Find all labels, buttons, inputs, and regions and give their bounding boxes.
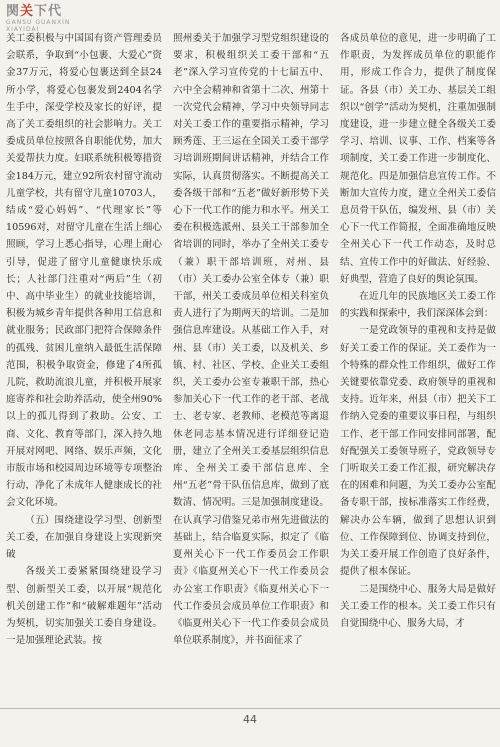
article-body [6,30,496,698]
section-heading: （五）围绕建设学习型、创新型关工委，在加强自身建设上实现新突破 [6,514,162,561]
paragraph: 二是围绕中心、服务大局是做好关工委工作的根本。关工委工作只有自觉围绕中心、服务大局，才 [340,583,496,629]
paragraph: 各级关工委紧紧围绕建设学习型、创新型关工委，以开展“规范化机关创建工作”和“破解难题年”活动为契机，切实加强关工委自身建设。一是加强理论武装。按 [6,566,162,647]
page-number: 44 [243,713,257,726]
text-column-middle [173,30,329,698]
paragraph: 在近几年的民族地区关工委工作的实践和探索中，我们深深体会到： [340,291,496,320]
footer-divider [0,708,500,709]
magazine-logo-subtitle-2: XIAYIDAI [6,26,40,33]
magazine-logo-subtitle: GANSU GUANXIN [6,19,71,26]
paragraph: 一是党政领导的重视和支持是做好关工委工作的保证。关工委作为一个特殊的群众性工作组织，做好工作关键要依靠党委、政府领导的重视和支持。近年来，州县（市）把关下工作纳入党委的重要议事日程，与组织工作、老干部工作同安排同部署，配好配强关工委领导班子，党政领导专门听取关工委工作汇报，研究解决存在的困难和问题，为关工委办公室配备专职干部，按标准落实工作经费，解决办公车辆，做到了思想认识到位、工作保障到位、协调支持到位，为关工委开展工作创造了良好条件，提供了根本保证。 [340,325,496,578]
text-column-right [340,30,496,698]
magazine-logo: 関关下代 [6,4,63,19]
text-column-left [6,30,162,698]
paragraph: 照州委关于加强学习型党组织建设的要求，积极组织关工委干部和“五老”深入学习宣传党的十七届五中、六中全会精神和省第十二次、州第十一次党代会精神，学习中央领导同志对关工委工作的重要指示精神，学习顾秀莲、王三运在全国关工委干部学习培训班期间讲话精神，并结合工作实际，认真贯彻落实。不断提高关工委各级干部和“五老”做好新形势下关心下一代工作的能力和水平。州关工委在积极选派州、县关工干部参加全省培训的同时，举办了全州关工委专（兼）职干部培训班，对州、县（市）关工委办公室全体专（兼）职干部，州关工委成员单位相关科室负责人进行了为期两天的培训。二是加强信息库建设。从基础工作入手，对州、县（市）关工委，以及机关、乡镇、村、社区、学校、企业关工委组织，关工委办公室专兼职干部，热心参加关心下一代工作的老干部、老战士、老专家、老教师、老模范等离退休老同志基本情况进行详细登记造册，建立了全州关工委基层组织信息库、全州关工委干部信息库、全州“五老”骨干队伍信息库，做到了底数清、情况明。三是加强制度建设。在认真学习借鉴兄弟市州先进做法的基础上，结合临夏实际，拟定了《临夏州关心下一代工作委员会工作职责》《临夏州关心下一代工作委员会办公室工作职责》《临夏州关心下一代工作委员会成员单位工作职责》和《临夏州关心下一代工作委员会成员单位联系制度》，并书面征求了 [173,33,329,647]
page-footer [0,700,500,747]
paragraph: 各成员单位的意见，进一步明确了工作职责，为发挥成员单位的职能作用，形成工作合力，提供了制度保证。各县（市）关工办、基层关工组织以“创学”活动为契机，注重加强制度建设，进一步建立健全各级关工委学习、培训、议事、工作、档案等各项制度，关工委工作进一步制度化、规范化。四是加强信息宣传工作。不断加大宣传力度，建立全州关工委信息员骨干队伍，编发州、县（市）关心下一代工作简报，全面准确地反映全州关心下一代工作动态，及时总结、宣传工作中的好做法、好经验、好典型，营造了良好的舆论氛围。 [340,33,496,285]
paragraph: 关工委积极与中国国有资产管理委员会联系，争取到“小包裹、大爱心”资金37万元，将爱心包裹送到全县24所小学，将爱心包裹发到2404名学生手中，深受学校及家长的好评，提高了关工委组织的社会影响力。关工委成员单位按照各自职能优势，加大关爱帮扶力度。妇联系统积极筹措资金184万元，建立92所农村留守流动儿童学校，共有留守儿童10703人，结成“爱心妈妈”、“代理家长”等10596对，对留守儿童在生活上细心照顾，学习上悉心指导，心理上耐心引导，促进了留守儿童健康快乐成长；人社部门注重对“两后”生（初中、高中毕业生）的就业技能培训，积极为城乡青年提供各种用工信息和就业服务；民政部门把符合保障条件的孤残、贫困儿童纳入最低生活保障范围，积极争取资金，修建了4所孤儿院，救助流浪儿童，并积极开展家庭寄养和社会助养活动，使全州90%以上的孤儿得到了救助。公安、工商、文化、教育等部门，深入持久地开展对网吧、网络、娱乐声频，文化市版市场和校园周边环境等专项整治行动，净化了未成年人健康成长的社会文化环境。 [6,33,162,509]
